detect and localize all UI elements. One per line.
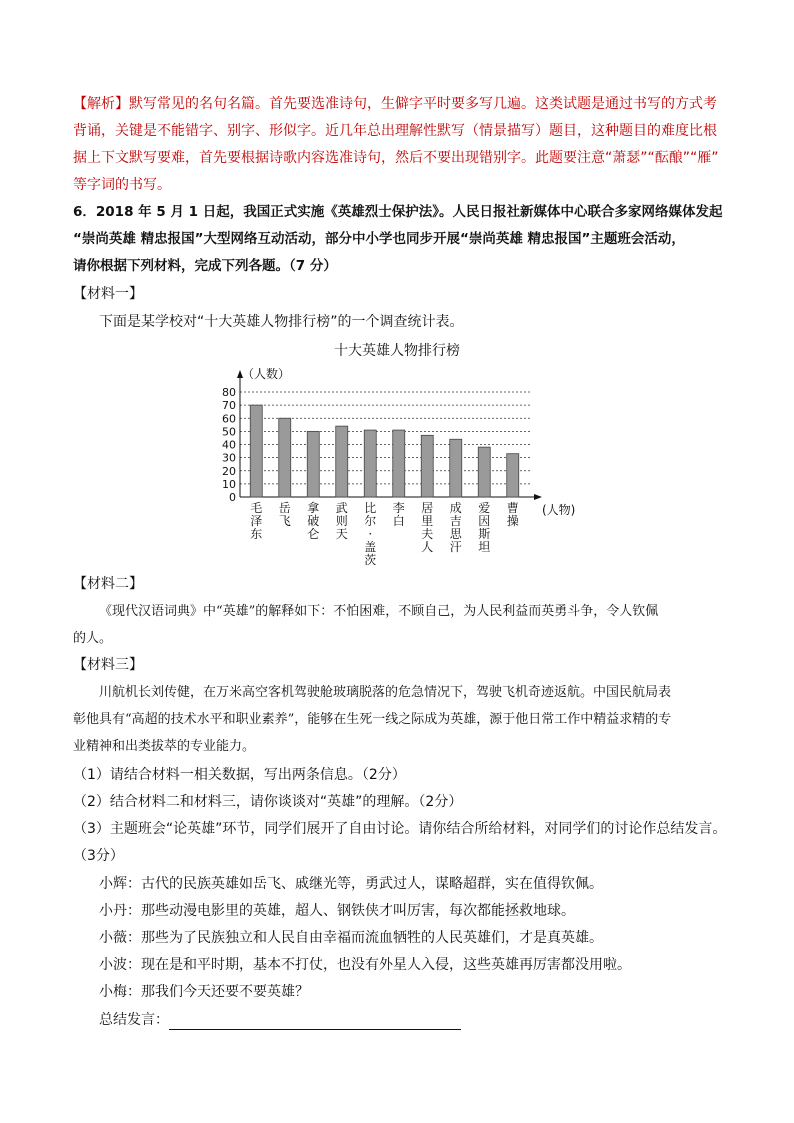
material1-intro: 下面是某学校对“十大英雄人物排行榜”的一个调查统计表。 <box>99 314 464 330</box>
x-category-label: 白 <box>392 514 405 528</box>
bar <box>478 447 490 497</box>
bar <box>450 439 462 497</box>
subquestion-2: （2）结合材料二和材料三，请你谈谈对“英雄”的理解。（2分） <box>73 794 463 810</box>
y-tick-label: 40 <box>222 438 236 452</box>
y-tick-label: 80 <box>222 386 236 399</box>
x-category-label: 操 <box>506 514 519 528</box>
x-category-label: 东 <box>250 527 263 541</box>
x-category-label: 破 <box>307 514 320 528</box>
bar <box>507 454 519 497</box>
summary-label: 总结发言： <box>99 1012 169 1028</box>
x-axis-arrow <box>534 494 542 500</box>
subquestion-3-points: （3分） <box>73 848 124 864</box>
discussion-xiaodan: 小丹：那些动漫电影里的英雄，超人、钢铁侠才叫厉害，每次都能拯救地球。 <box>99 903 575 919</box>
material3-line-1: 川航机长刘传健，在万米高空客机驾驶舱玻璃脱落的危急情况下，驾驶飞机奇迹返航。中国民航局表 <box>99 685 672 700</box>
x-category-label: 李 <box>392 501 405 515</box>
x-category-label: 武 <box>335 501 348 515</box>
analysis-line-4: 等字词的书写。 <box>73 177 171 193</box>
bar <box>421 435 433 497</box>
x-category-label: 汗 <box>449 540 462 554</box>
y-tick-label: 10 <box>222 477 236 491</box>
x-category-label: 因 <box>478 514 491 528</box>
question-line-1: 6．2018 年 5 月 1 日起，我国正式实施《英雄烈士保护法》。人民日报社新媒体中心联合多家网络媒体发起 <box>73 204 723 220</box>
material2-line-1: 《现代汉语词典》中“英雄”的解释如下：不怕困难，不顾自己，为人民利益而英勇斗争，令人钦佩 <box>99 604 659 619</box>
x-category-label: 人 <box>421 540 434 554</box>
x-category-label: 尔 <box>364 514 377 528</box>
x-category-label: 拿 <box>307 501 320 515</box>
x-category-label: 飞 <box>278 514 291 528</box>
x-category-label: 夫 <box>421 527 434 541</box>
x-category-label: 茨 <box>364 553 377 567</box>
y-tick-label: 20 <box>222 464 236 478</box>
y-tick-label: 30 <box>222 451 236 465</box>
bar <box>279 418 291 497</box>
bar <box>393 430 405 497</box>
x-category-label: 居 <box>421 501 434 515</box>
analysis-text-1: 默写常见的名句名篇。首先要选准诗句，生僻字平时要多写几遍。这类试题是通过书写的方式考 <box>129 96 717 112</box>
summary-answer-blank[interactable] <box>169 1013 461 1030</box>
y-tick-label: 60 <box>222 412 236 426</box>
x-category-label: 曹 <box>506 501 519 515</box>
material3-line-3: 业精神和出类拔萃的专业能力。 <box>73 739 256 754</box>
x-category-label: 岳 <box>278 501 291 515</box>
analysis-line-3: 据上下文默写要难，首先要根据诗歌内容选准诗句，然后不要出现错别字。此题要注意“萧瑟”“酝酿”“雁” <box>73 150 719 166</box>
discussion-xiaobo: 小波：现在是和平时期，基本不打仗，也没有外星人入侵，这些英雄再厉害都没用啦。 <box>99 957 631 973</box>
analysis-line-1 <box>73 94 717 114</box>
x-axis-title: (人物) <box>542 503 576 517</box>
discussion-xiaowei: 小薇：那些为了民族独立和人民自由幸福而流血牺牲的人民英雄们，才是真英雄。 <box>99 930 603 946</box>
x-category-label: 吉 <box>449 514 462 528</box>
bar <box>364 430 376 497</box>
x-category-label: 里 <box>421 514 434 528</box>
analysis-tag: 【解析】 <box>73 96 129 112</box>
x-category-label: 比 <box>364 501 377 515</box>
bar <box>250 405 262 497</box>
x-category-label: 坦 <box>478 540 491 554</box>
discussion-xiaomei: 小梅：那我们今天还要不要英雄？ <box>99 984 309 1000</box>
material3-line-2: 彰他具有“高超的技术水平和职业素养”，能够在生死一线之际成为英雄，源于他日常工作中精益求精的专 <box>73 712 672 727</box>
x-category-label: 爱 <box>478 501 491 515</box>
y-tick-label: 50 <box>222 425 236 439</box>
x-category-label: 斯 <box>478 527 491 541</box>
question-line-2: “崇尚英雄 精忠报国”大型网络互动活动，部分中小学也同步开展“崇尚英雄 精忠报国”主题班会活动， <box>73 231 685 247</box>
y-tick-label: 0 <box>229 491 236 504</box>
material2-heading: 【材料二】 <box>73 576 143 592</box>
discussion-xiaohui: 小辉：古代的民族英雄如岳飞、戚继光等，勇武过人，谋略超群，实在值得钦佩。 <box>99 876 603 892</box>
bar-chart <box>0 360 794 580</box>
x-category-label: 天 <box>335 527 348 541</box>
y-axis-title: （人数） <box>242 367 291 381</box>
summary-line <box>99 1010 461 1030</box>
bar <box>336 426 348 497</box>
material1-heading: 【材料一】 <box>73 286 143 302</box>
x-category-label: 成 <box>449 501 462 515</box>
subquestion-3: （3）主题班会“论英雄”环节，同学们展开了自由讨论。请你结合所给材料，对同学们的讨论作总结发言。 <box>73 821 727 837</box>
analysis-line-2: 背诵，关键是不能错字、别字、形似字。近几年总出理解性默写（情景描写）题目，这种题目的难度比根 <box>73 123 717 139</box>
x-category-label: 则 <box>335 514 348 528</box>
y-tick-label: 70 <box>222 399 236 413</box>
material3-heading: 【材料三】 <box>73 657 143 673</box>
x-category-label: 毛 <box>250 501 263 515</box>
bar <box>307 431 319 497</box>
x-category-label: 泽 <box>250 514 263 528</box>
x-category-label: 思 <box>449 527 462 541</box>
chart-title: 十大英雄人物排行榜 <box>334 343 460 359</box>
question-line-3: 请你根据下列材料，完成下列各题。（7 分） <box>73 258 337 274</box>
material2-line-2: 的人。 <box>73 631 113 646</box>
x-category-label: 盖 <box>364 540 377 554</box>
x-category-label: 仑 <box>307 527 320 541</box>
subquestion-1: （1）请结合材料一相关数据，写出两条信息。（2分） <box>73 767 406 783</box>
x-category-label: · <box>368 527 373 541</box>
